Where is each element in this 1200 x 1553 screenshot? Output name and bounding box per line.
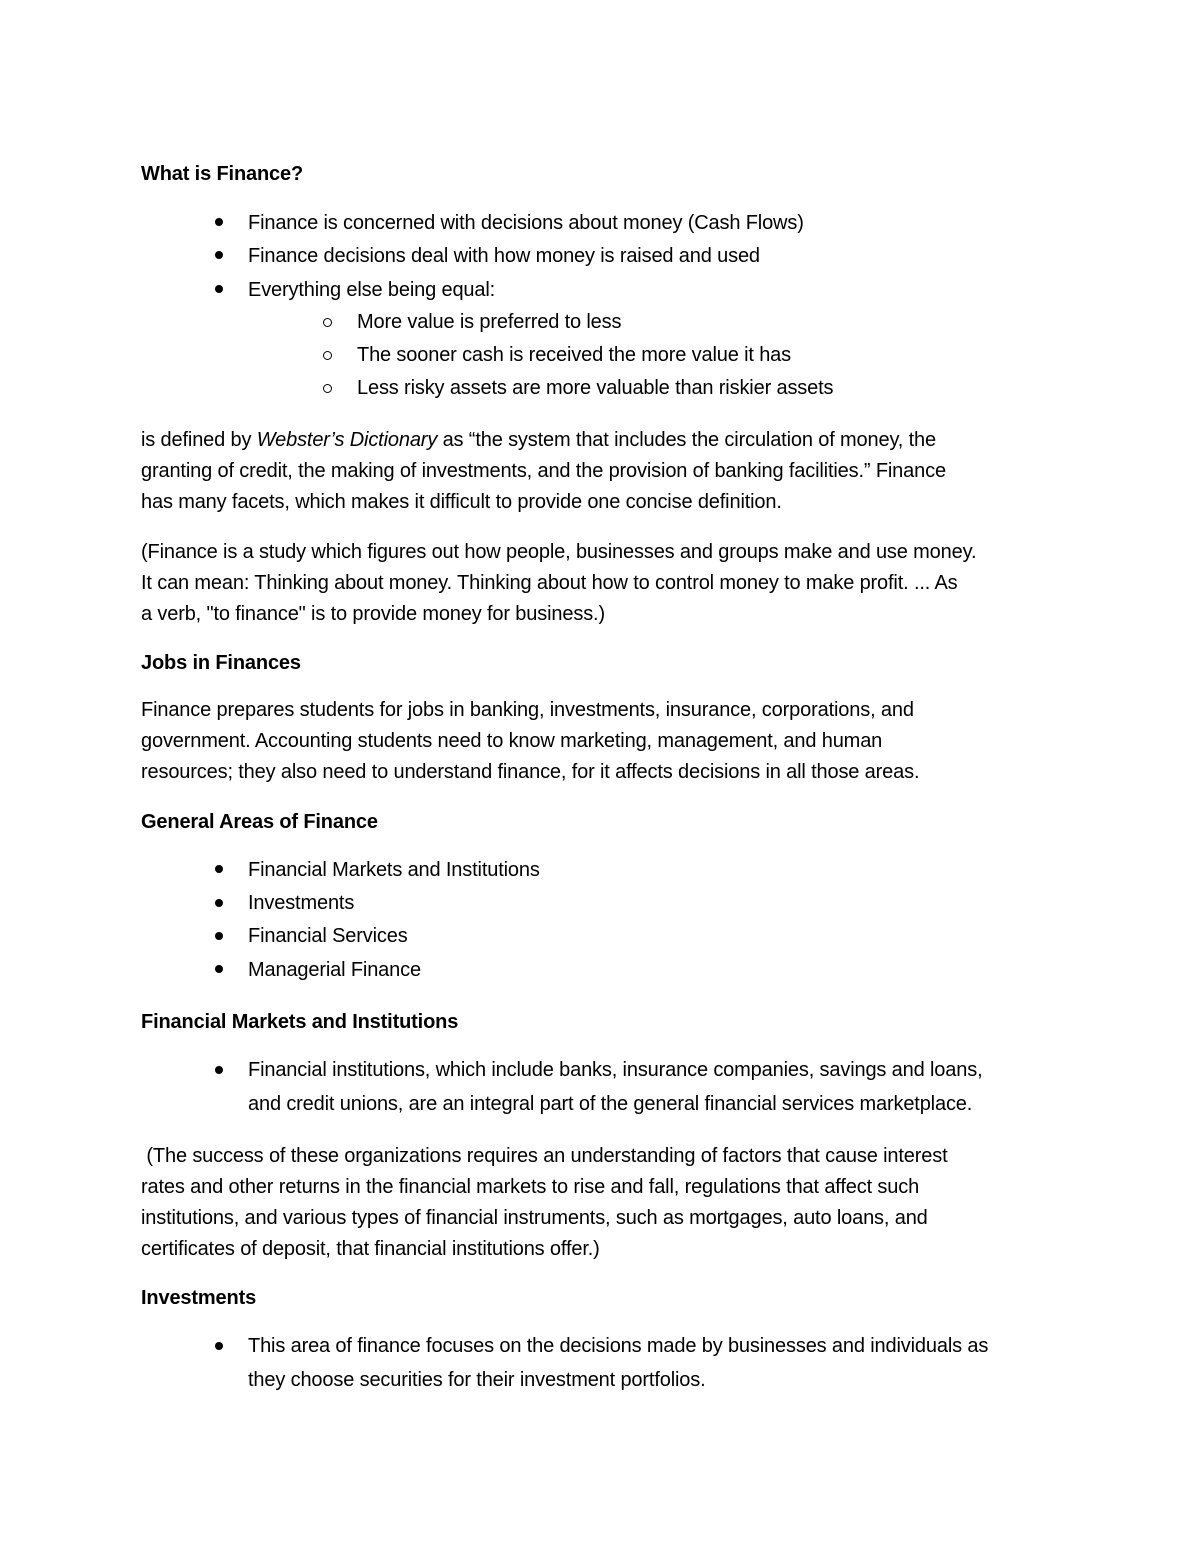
bullet-icon	[215, 251, 223, 259]
paragraph-line: (The success of these organizations requires an understanding of factors that cause interest	[141, 1145, 948, 1167]
sub-bullet-item: Less risky assets are more valuable than riskier assets	[357, 377, 834, 399]
definition-line: has many facets, which makes it difficult to provide one concise definition.	[141, 491, 782, 513]
paragraph-line: government. Accounting students need to know marketing, management, and human	[141, 730, 883, 752]
bullet-item-continuation: and credit unions, are an integral part of the general financial services marketplace.	[248, 1093, 973, 1115]
websters-dictionary-title: Webster’s Dictionary	[256, 429, 438, 451]
definition-line	[141, 427, 936, 453]
definition-prefix: is defined by	[141, 429, 257, 451]
explanation-line: a verb, "to finance" is to provide money for business.)	[141, 603, 605, 625]
bullet-item-continuation: they choose securities for their investment portfolios.	[248, 1369, 706, 1391]
sub-bullet-item: More value is preferred to less	[357, 311, 622, 333]
bullet-icon	[215, 965, 223, 973]
hollow-bullet-icon	[323, 351, 332, 360]
bullet-item: Investments	[248, 892, 355, 914]
bullet-item: Finance decisions deal with how money is raised and used	[248, 245, 760, 267]
bullet-item: This area of finance focuses on the decisions made by businesses and individuals as	[248, 1335, 989, 1357]
bullet-item: Everything else being equal:	[248, 279, 496, 301]
paragraph-line: rates and other returns in the financial markets to rise and fall, regulations that affect such	[141, 1176, 920, 1198]
paragraph-line: certificates of deposit, that financial institutions offer.)	[141, 1238, 600, 1260]
bullet-icon	[215, 865, 223, 873]
sub-bullet-item: The sooner cash is received the more value it has	[357, 344, 791, 366]
heading-jobs-in-finances: Jobs in Finances	[141, 652, 301, 674]
bullet-item: Finance is concerned with decisions about money (Cash Flows)	[248, 212, 804, 234]
paragraph-line: Finance prepares students for jobs in banking, investments, insurance, corporations, and	[141, 699, 914, 721]
bullet-item: Managerial Finance	[248, 959, 421, 981]
heading-investments: Investments	[141, 1287, 257, 1309]
hollow-bullet-icon	[323, 318, 332, 327]
bullet-icon	[215, 1066, 223, 1074]
bullet-icon	[215, 899, 223, 907]
heading-general-areas: General Areas of Finance	[141, 811, 378, 833]
heading-what-is-finance: What is Finance?	[141, 163, 304, 185]
definition-line: granting of credit, the making of investments, and the provision of banking facilities.” Finance	[141, 460, 946, 482]
bullet-icon	[215, 218, 223, 226]
explanation-line: (Finance is a study which figures out how people, businesses and groups make and use money.	[141, 541, 977, 563]
paragraph-line: resources; they also need to understand finance, for it affects decisions in all those areas.	[141, 761, 920, 783]
heading-financial-markets: Financial Markets and Institutions	[141, 1011, 459, 1033]
definition-suffix: as “the system that includes the circulation of money, the	[437, 429, 936, 451]
bullet-icon	[215, 1342, 223, 1350]
bullet-item: Financial Markets and Institutions	[248, 859, 540, 881]
hollow-bullet-icon	[323, 384, 332, 393]
bullet-item: Financial Services	[248, 925, 408, 947]
bullet-icon	[215, 932, 223, 940]
bullet-icon	[215, 285, 223, 293]
explanation-line: It can mean: Thinking about money. Thinking about how to control money to make profit. ... As	[141, 572, 958, 594]
paragraph-line: institutions, and various types of financial instruments, such as mortgages, auto loans, and	[141, 1207, 928, 1229]
bullet-item: Financial institutions, which include banks, insurance companies, savings and loans,	[248, 1059, 983, 1081]
